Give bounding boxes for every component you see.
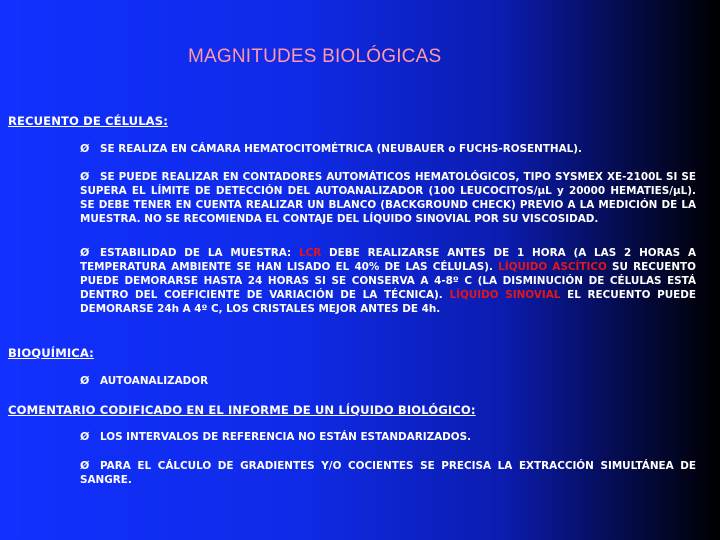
bullet-camara: [80, 142, 696, 156]
estabilidad-label: ESTABILIDAD DE LA MUESTRA:: [100, 247, 299, 259]
bullet-arrow-icon: Ø: [80, 142, 90, 155]
section-heading-comentario: COMENTARIO CODIFICADO EN EL INFORME DE UN LÍQUIDO BIOLÓGICO:: [8, 403, 476, 417]
bullet-estabilidad: [80, 246, 696, 316]
bullet-gradientes: [80, 459, 696, 487]
bullet-text: [80, 246, 696, 316]
lcr-highlight: LCR: [298, 247, 322, 259]
estabilidad-ascitico-text: SU RECUENTO PUEDE DEMORARSE HASTA 24 HORAS SI SE CONSERVA A 4-8º C (LA DISMINUCIÓN DE CÉLULAS ESTÁ DENTRO DEL COEFICIENTE DE VARIACIÓN DE LA TÉCNICA).: [80, 261, 696, 301]
bullet-intervalos: [80, 430, 696, 444]
estabilidad-lcr-text: DEBE REALIZARSE ANTES DE 1 HORA (A LAS 2 HORAS A TEMPERATURA AMBIENTE SE HAN LISADO EL 40% DE LAS CÉLULAS).: [80, 247, 696, 273]
bullet-autoanalizador: [80, 374, 696, 388]
bullet-arrow-icon: Ø: [80, 430, 90, 443]
section-heading-bioquimica: BIOQUÍMICA:: [8, 346, 94, 360]
bullet-arrow-icon: Ø: [80, 246, 90, 259]
bullet-text: SE REALIZA EN CÁMARA HEMATOCITOMÉTRICA (NEUBAUER o FUCHS-ROSENTHAL).: [100, 143, 582, 155]
bullet-text: PARA EL CÁLCULO DE GRADIENTES Y/O COCIENTES SE PRECISA LA EXTRACCIÓN SIMULTÁNEA DE SANGRE.: [80, 460, 696, 486]
bullet-arrow-icon: Ø: [80, 459, 90, 472]
bullet-text: SE PUEDE REALIZAR EN CONTADORES AUTOMÁTICOS HEMATOLÓGICOS, TIPO SYSMEX XE-2100L SI SE SUPERA EL LÍMITE DE DETECCIÓN DEL AUTOANALIZADOR (100 LEUCOCITOS/µL y 20000 HEMATIES/µL). SE DEBE TENER EN CUENTA REALIZAR UN BLANCO (BACKGROUND CHECK) PREVIO A LA MEDICIÓN DE LA MUESTRA. NO SE RECOMIENDA EL CONTAJE DEL LÍQUIDO SINOVIAL POR SU VISCOSIDAD.: [80, 171, 696, 225]
slide-title: MAGNITUDES BIOLÓGICAS: [188, 46, 442, 67]
ascitico-highlight: LÍQUIDO ASCÍTICO: [498, 261, 607, 273]
estabilidad-sinovial-text: EL RECUENTO PUEDE DEMORARSE 24h A 4º C, LOS CRISTALES MEJOR ANTES DE 4h.: [80, 289, 696, 315]
section-heading-recuento: RECUENTO DE CÉLULAS:: [8, 114, 168, 128]
bullet-text: LOS INTERVALOS DE REFERENCIA NO ESTÁN ESTANDARIZADOS.: [100, 431, 472, 443]
sinovial-highlight: LÍQUIDO SINOVIAL: [449, 289, 561, 301]
bullet-arrow-icon: Ø: [80, 374, 90, 387]
bullet-text: AUTOANALIZADOR: [100, 375, 209, 387]
bullet-contadores: [80, 170, 696, 226]
bullet-arrow-icon: Ø: [80, 170, 90, 183]
